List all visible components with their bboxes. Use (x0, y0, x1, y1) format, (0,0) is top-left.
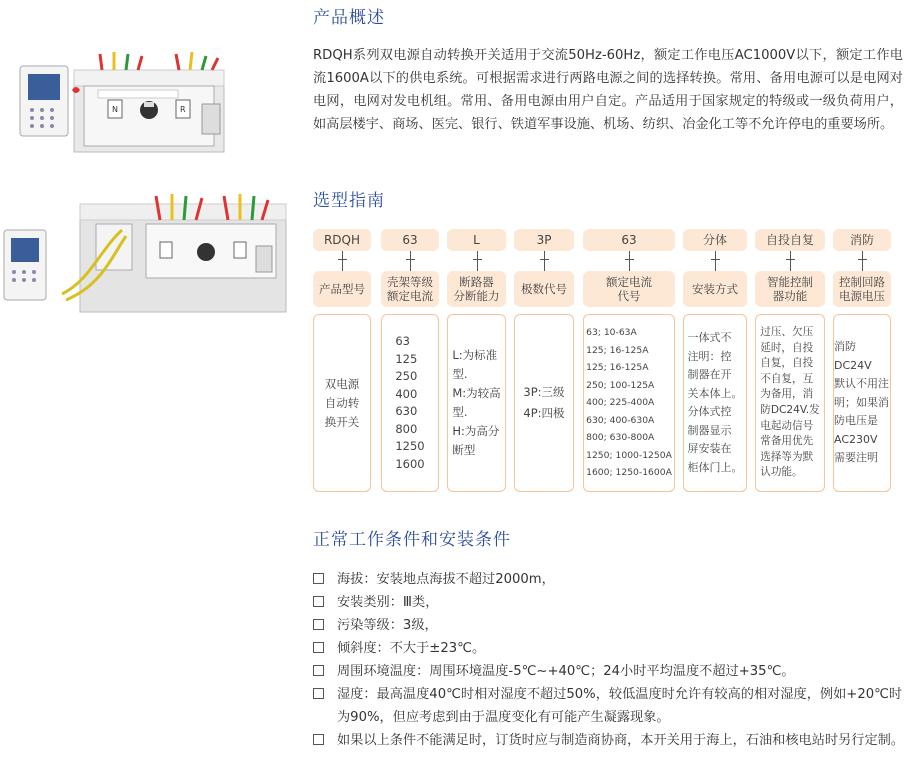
selection-detail-line: 认功能。 (760, 466, 803, 479)
selection-name-5 (683, 271, 747, 307)
condition-item (313, 614, 913, 637)
selection-detail-1 (381, 314, 439, 492)
condition-item (313, 637, 913, 660)
selection-detail-line: 型. (452, 367, 468, 381)
selection-detail-line: 常备用优先 (760, 435, 814, 448)
n-label: N (112, 105, 118, 114)
selection-name-line: 额定电流 (387, 289, 433, 303)
selection-detail-line: 型. (452, 405, 468, 419)
selection-detail-line: 选择等为默 (760, 450, 814, 463)
selection-detail-line: 63; 10-63A (586, 327, 637, 339)
condition-text: 安装类别：Ⅲ类， (337, 595, 439, 610)
selection-detail-line: 自动转 (324, 395, 360, 410)
selection-detail-line: 双电源 (324, 376, 360, 391)
checkbox-icon[interactable] (313, 596, 324, 607)
selection-code-4: 63 (583, 229, 675, 251)
checkbox-icon[interactable] (313, 665, 324, 676)
selection-detail-line: 分体式控 (687, 405, 732, 418)
connector-tick (858, 259, 867, 260)
selection-code-0: RDQH (313, 229, 371, 251)
selection-detail-line: 63 (395, 334, 410, 348)
connector-tick (473, 259, 482, 260)
selection-detail-line: 不自复，互 (760, 372, 814, 385)
connector-tick (711, 259, 720, 260)
condition-item (313, 660, 913, 683)
condition-text: 海拔：安装地点海拔不超过2000m， (337, 572, 555, 587)
checkbox-icon[interactable] (313, 688, 324, 699)
r-label: R (180, 105, 186, 114)
condition-item (313, 683, 913, 729)
selection-detail-line: H:为高分 (452, 424, 500, 438)
selection-detail-0 (313, 314, 371, 492)
condition-item (313, 591, 913, 614)
selection-detail-line: 125; 16-125A (586, 344, 649, 356)
condition-text: 倾斜度：不大于±23℃。 (337, 641, 486, 656)
selection-detail-5 (683, 314, 747, 492)
selection-detail-line: 防DC24V.发 (760, 404, 820, 416)
selection-detail-line: 换开关 (324, 414, 360, 429)
selection-detail-line: 默认不用注 (834, 377, 889, 391)
selection-detail-line: 关本体上。 (687, 386, 743, 400)
condition-text: 如果以上条件不能满足时，订货时应与制造商协商，本开关用于海上，石油和核电站时另行定制。 (337, 733, 905, 748)
selection-detail-line: 1250; 1000-1250A (586, 449, 672, 461)
selection-code-6: 自投自复 (755, 229, 825, 251)
connector-tick (406, 259, 415, 260)
selection-detail-line: 400 (395, 386, 418, 401)
selection-detail-line: 125; 16-125A (586, 362, 649, 374)
selection-detail-line: 自复，自投 (760, 357, 814, 370)
selection-detail-line: 800 (395, 421, 418, 436)
selection-name-3 (514, 271, 574, 307)
selection-detail-line: 630; 400-630A (586, 414, 655, 426)
selection-detail-line: 电起动信号 (760, 419, 814, 432)
selection-detail-line: 屏安装在 (687, 442, 732, 455)
selection-name-line: 器功能 (772, 289, 808, 303)
selection-name-line: 控制回路 (839, 275, 885, 289)
connector-tick (786, 259, 795, 260)
selection-detail-line: 1600 (395, 456, 425, 471)
selection-name-0 (313, 271, 371, 307)
selection-detail-line: 延时，自投 (760, 341, 814, 354)
overview-title: 产品概述 (313, 8, 385, 28)
condition-text: 周围环境温度：周围环境温度-5℃~+40℃；24小时平均温度不超过+35℃。 (337, 664, 795, 679)
condition-item (313, 568, 913, 591)
selection-name-line: 壳架等级 (387, 275, 433, 289)
selection-name-line: 安装方式 (692, 282, 738, 296)
product-image-2 (0, 190, 292, 318)
selection-code-7: 消防 (833, 229, 891, 251)
selection-detail-6 (755, 314, 825, 492)
checkbox-icon[interactable] (313, 573, 324, 584)
selection-name-line: 智能控制 (767, 275, 813, 289)
selection-name-6 (755, 271, 825, 307)
checkbox-icon[interactable] (313, 619, 324, 630)
selection-detail-line: 过压、欠压 (760, 326, 814, 339)
connector-line (544, 251, 545, 271)
condition-text: 污染等级：3级， (337, 618, 438, 633)
selection-title: 选型指南 (313, 191, 385, 211)
selection-detail-2 (447, 314, 506, 492)
selection-detail-line: L:为标准 (452, 348, 498, 362)
product-image-1 (14, 48, 229, 158)
selection-detail-line: 1600; 1250-1600A (586, 467, 672, 479)
selection-detail-line: 制器显示 (687, 423, 732, 437)
connector-line (862, 251, 863, 271)
selection-name-line: 电源电压 (839, 289, 885, 303)
selection-detail-line: 400; 225-400A (586, 397, 655, 409)
selection-detail-line: 125 (395, 351, 418, 366)
selection-detail-line: 250; 100-125A (586, 379, 655, 391)
selection-detail-line: 制器在开 (687, 368, 732, 381)
connector-tick (540, 259, 549, 260)
selection-name-line: 极数代号 (521, 282, 567, 296)
selection-detail-7 (833, 314, 891, 492)
selection-detail-line: 630 (395, 404, 418, 418)
connector-line (477, 251, 478, 271)
selection-detail-line: 250 (395, 369, 418, 383)
selection-name-1 (381, 271, 439, 307)
selection-code-2: L (447, 229, 506, 251)
selection-detail-line: 注明：控 (687, 349, 732, 363)
selection-detail-line: 明；如果消 (834, 395, 889, 409)
selection-detail-line: 1250 (395, 439, 425, 453)
selection-detail-line: 一体式不 (687, 331, 732, 344)
selection-code-5: 分体 (683, 229, 747, 251)
selection-detail-line: 为备用，消 (760, 388, 814, 401)
selection-detail-line: 3P:三级 (523, 385, 565, 399)
selection-code-1: 63 (381, 229, 439, 251)
selection-name-line: 分断能力 (453, 289, 500, 303)
connector-line (629, 251, 630, 271)
connector-tick (625, 259, 634, 260)
checkbox-icon[interactable] (313, 734, 324, 745)
selection-name-line: 代号 (617, 289, 641, 303)
selection-code-3: 3P (514, 229, 574, 251)
selection-detail-line: 800; 630-800A (586, 432, 655, 444)
conditions-list (313, 568, 913, 752)
selection-name-line: 产品型号 (319, 282, 365, 296)
selection-detail-line: 需要注明 (834, 451, 878, 465)
condition-item (313, 729, 913, 752)
selection-name-line: 额定电流 (606, 275, 652, 289)
selection-detail-line: 柜体门上。 (687, 460, 743, 474)
selection-detail-3 (514, 314, 574, 492)
condition-text: 湿度：最高温度40℃时相对湿度不超过50%，较低温度时允许有较高的相对湿度，例如+20℃时为90%，但应考虑到由于温度变化有可能产生凝露现象。 (337, 687, 903, 725)
selection-name-2 (447, 271, 506, 307)
selection-detail-line: 消防DC24V (834, 340, 872, 372)
selection-detail-line: 4P:四极 (523, 406, 565, 420)
overview-text: RDQH系列双电源自动转换开关适用于交流50Hz-60Hz，额定工作电压AC1000V以下，额定工作电流1600A以下的供电系统。可根据需求进行两路电源之间的选择转换。常用、备用电源可以是电网对电网，电网对发电机组。常用、备用电源由用户自定。产品适用于国家规定的特级或一级负荷用户，如高层楼宇、商场、医完、银行、铁道军事设施、机场、纺织、冶金化工等不允许停电的重要场所。 (313, 48, 903, 132)
conditions-title: 正常工作条件和安装条件 (313, 530, 511, 550)
selection-name-line: 断路器 (459, 275, 494, 289)
checkbox-icon[interactable] (313, 642, 324, 653)
selection-detail-4 (583, 314, 675, 492)
connector-tick (338, 259, 347, 260)
connector-line (410, 251, 411, 271)
selection-detail-line: AC230V (834, 432, 878, 446)
selection-detail-line: 断型 (452, 443, 476, 457)
selection-name-7 (833, 271, 891, 307)
selection-detail-line: 防电压是 (834, 414, 878, 428)
connector-line (790, 251, 791, 271)
connector-line (342, 251, 343, 271)
selection-name-4 (583, 271, 675, 307)
selection-detail-line: M:为较高 (452, 386, 501, 400)
connector-line (715, 251, 716, 271)
